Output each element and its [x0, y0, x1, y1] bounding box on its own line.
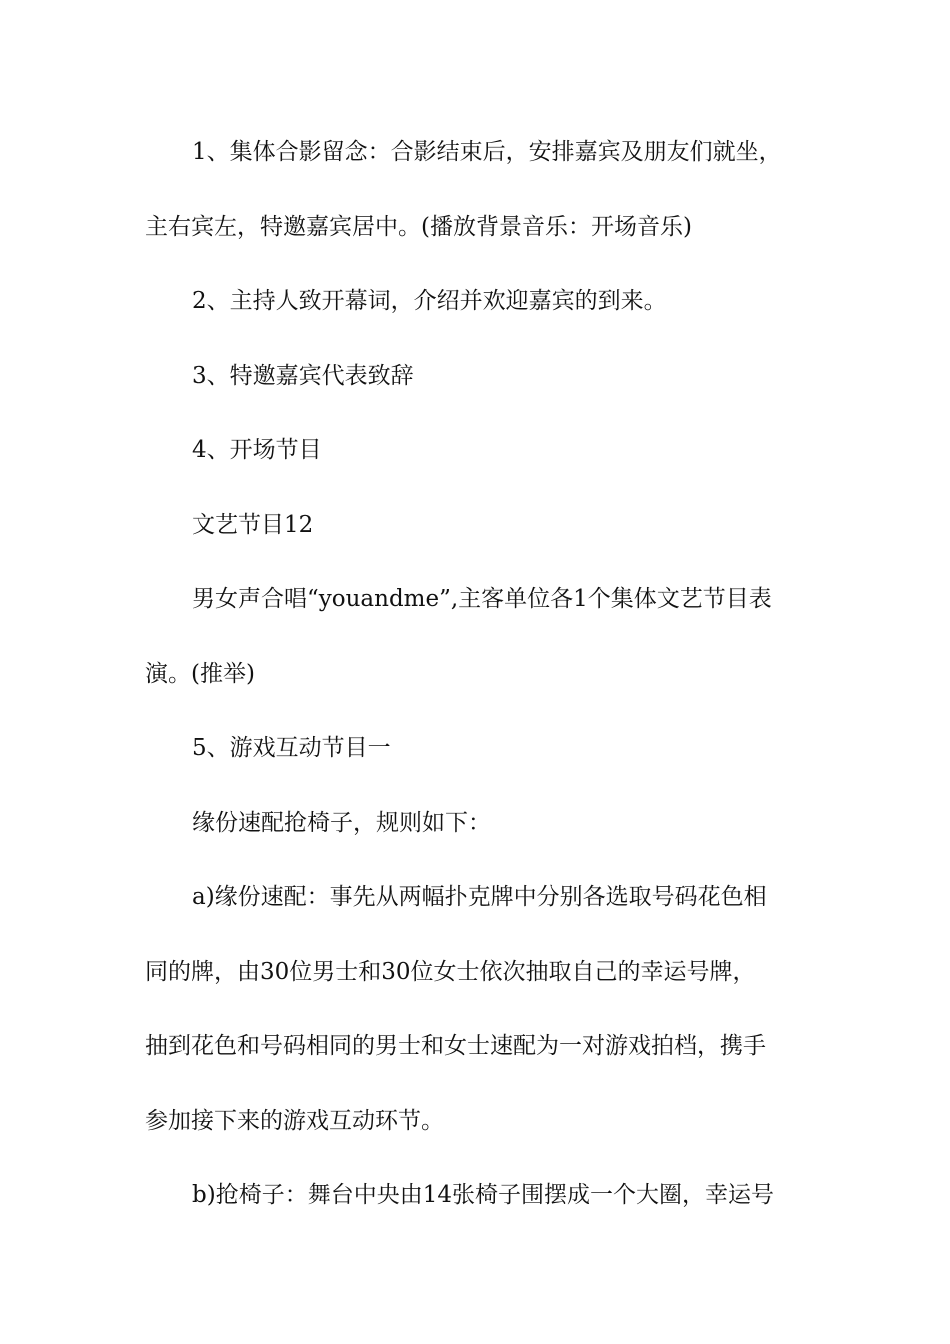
document-body [145, 115, 810, 1233]
text-line-4: 3、特邀嘉宾代表致辞 [192, 362, 414, 389]
text-line-11: a)缘份速配：事先从两幅扑克牌中分别各选取号码花色相 [192, 884, 767, 910]
text-line-12: 同的牌，由30位男士和30位女士依次抽取自己的幸运号牌， [145, 958, 756, 985]
text-line-7: 男女声合唱“youandme”,主客单位各1个集体文艺节目表 [192, 586, 772, 612]
text-line-15: b)抢椅子：舞台中央由14张椅子围摆成一个大圈，幸运号 [192, 1182, 774, 1208]
text-line-5: 4、开场节目 [192, 437, 322, 463]
text-line-13: 抽到花色和号码相同的男士和女士速配为一对游戏拍档，携手 [145, 1033, 766, 1059]
text-line-1: 1、集体合影留念：合影结束后，安排嘉宾及朋友们就坐， [192, 139, 782, 165]
text-line-9: 5、游戏互动节目一 [192, 735, 391, 761]
text-line-14: 参加接下来的游戏互动环节。 [145, 1107, 444, 1134]
text-line-10: 缘份速配抢椅子，规则如下： [192, 809, 491, 836]
text-line-2: 主右宾左，特邀嘉宾居中。(播放背景音乐：开场音乐) [145, 213, 692, 240]
text-line-8: 演。(推举) [145, 660, 255, 687]
text-line-6: 文艺节目12 [192, 511, 314, 538]
text-line-3: 2、主持人致开幕词，介绍并欢迎嘉宾的到来。 [192, 288, 667, 314]
